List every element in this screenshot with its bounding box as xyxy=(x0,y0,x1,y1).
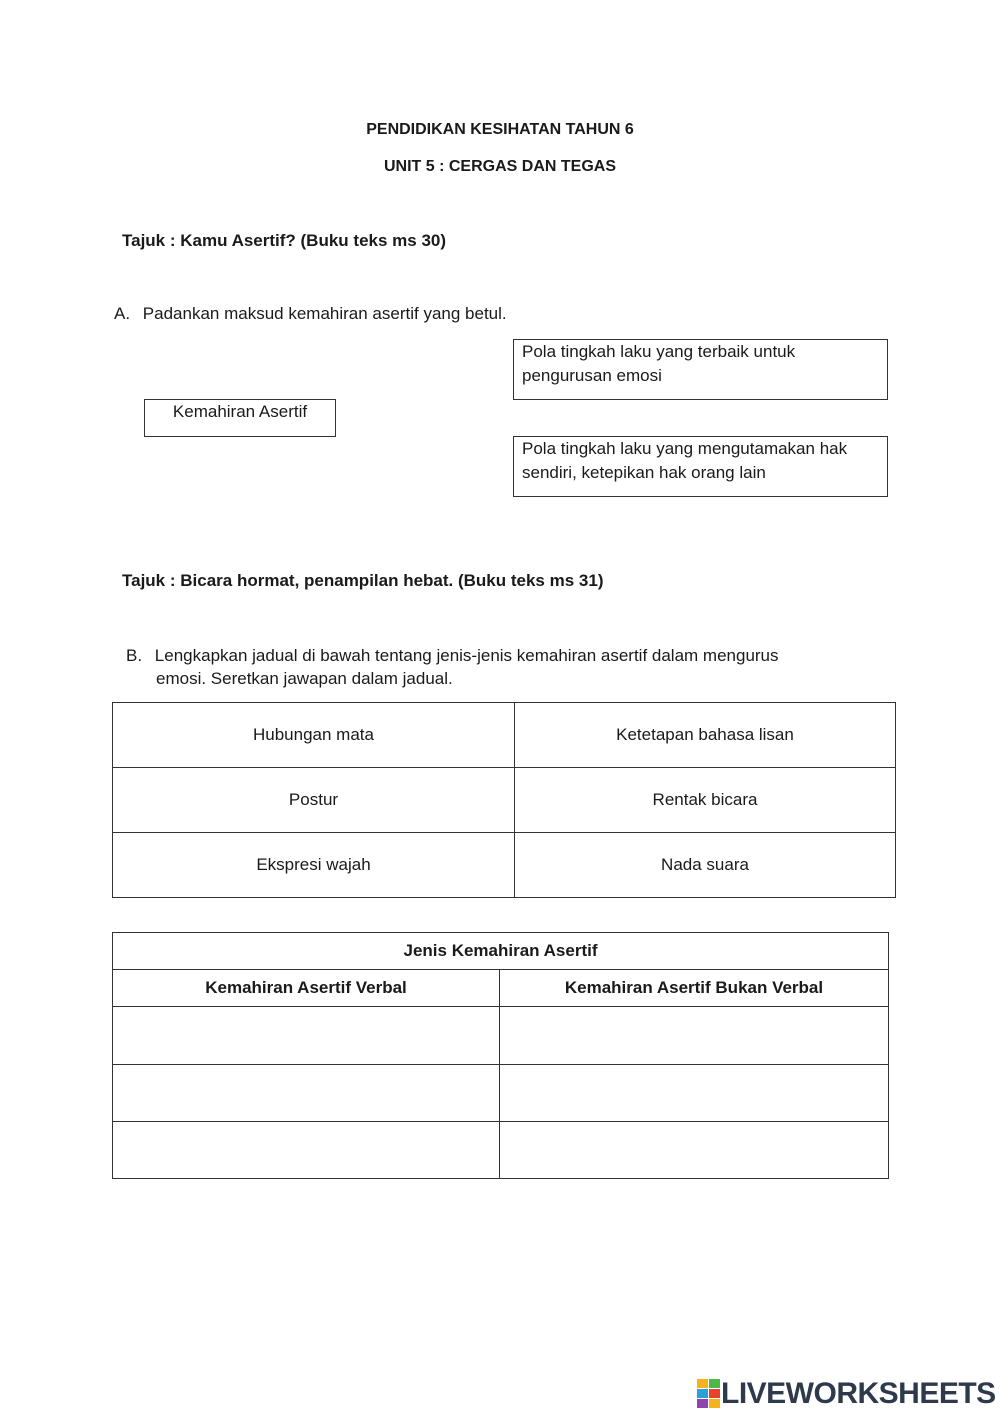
column-header-nonverbal: Kemahiran Asertif Bukan Verbal xyxy=(500,970,889,1007)
table-row xyxy=(113,833,896,898)
match-option-1-text: Pola tingkah laku yang terbaik untuk pengurusan emosi xyxy=(522,342,796,385)
table-title-row xyxy=(113,933,889,970)
column-header-verbal: Kemahiran Asertif Verbal xyxy=(113,970,500,1007)
liveworksheets-logo[interactable] xyxy=(697,1377,996,1411)
answer-item[interactable]: Ekspresi wajah xyxy=(113,833,515,898)
question-a xyxy=(114,304,507,324)
question-b-line1: Lengkapkan jadual di bawah tentang jenis-jenis kemahiran asertif dalam mengurus xyxy=(154,646,779,665)
match-option-2[interactable] xyxy=(513,436,888,497)
table-row xyxy=(113,1121,889,1178)
drop-slot-nonverbal[interactable] xyxy=(500,1121,889,1178)
section1-heading: Tajuk : Kamu Asertif? (Buku teks ms 30) xyxy=(122,231,447,250)
answer-item[interactable]: Hubungan mata xyxy=(113,703,515,768)
match-term-box[interactable] xyxy=(144,399,336,437)
question-b-letter: B. xyxy=(126,646,143,665)
answer-item[interactable]: Nada suara xyxy=(515,833,896,898)
drop-slot-verbal[interactable] xyxy=(113,1121,500,1178)
answer-bank-table xyxy=(112,702,896,898)
table-row xyxy=(113,1007,889,1064)
drop-slot-verbal[interactable] xyxy=(113,1064,500,1121)
table-row xyxy=(113,768,896,833)
page-subtitle: UNIT 5 : CERGAS DAN TEGAS xyxy=(383,158,616,175)
match-option-2-text: Pola tingkah laku yang mengutamakan hak sendiri, ketepikan hak orang lain xyxy=(522,439,848,482)
drop-slot-nonverbal[interactable] xyxy=(500,1064,889,1121)
question-a-letter: A. xyxy=(114,304,131,323)
answer-item[interactable]: Postur xyxy=(113,768,515,833)
table-header-row xyxy=(113,970,889,1007)
match-option-1[interactable] xyxy=(513,339,888,400)
drop-slot-verbal[interactable] xyxy=(113,1007,500,1064)
target-table-title: Jenis Kemahiran Asertif xyxy=(113,933,889,970)
target-table xyxy=(112,932,889,1179)
match-term-text: Kemahiran Asertif xyxy=(172,402,308,421)
logo-text: LIVEWORKSHEETS xyxy=(721,1377,996,1410)
drop-slot-nonverbal[interactable] xyxy=(500,1007,889,1064)
question-a-text: Padankan maksud kemahiran asertif yang betul. xyxy=(142,304,507,323)
question-b xyxy=(126,644,779,690)
table-row xyxy=(113,1064,889,1121)
page-title: PENDIDIKAN KESIHATAN TAHUN 6 xyxy=(366,121,634,138)
logo-blocks-icon xyxy=(697,1379,721,1409)
table-row xyxy=(113,703,896,768)
section2-heading: Tajuk : Bicara hormat, penampilan hebat. (Buku teks ms 31) xyxy=(122,571,604,590)
question-b-line2: emosi. Seretkan jawapan dalam jadual. xyxy=(156,669,453,688)
answer-item[interactable]: Ketetapan bahasa lisan xyxy=(515,703,896,768)
answer-item[interactable]: Rentak bicara xyxy=(515,768,896,833)
